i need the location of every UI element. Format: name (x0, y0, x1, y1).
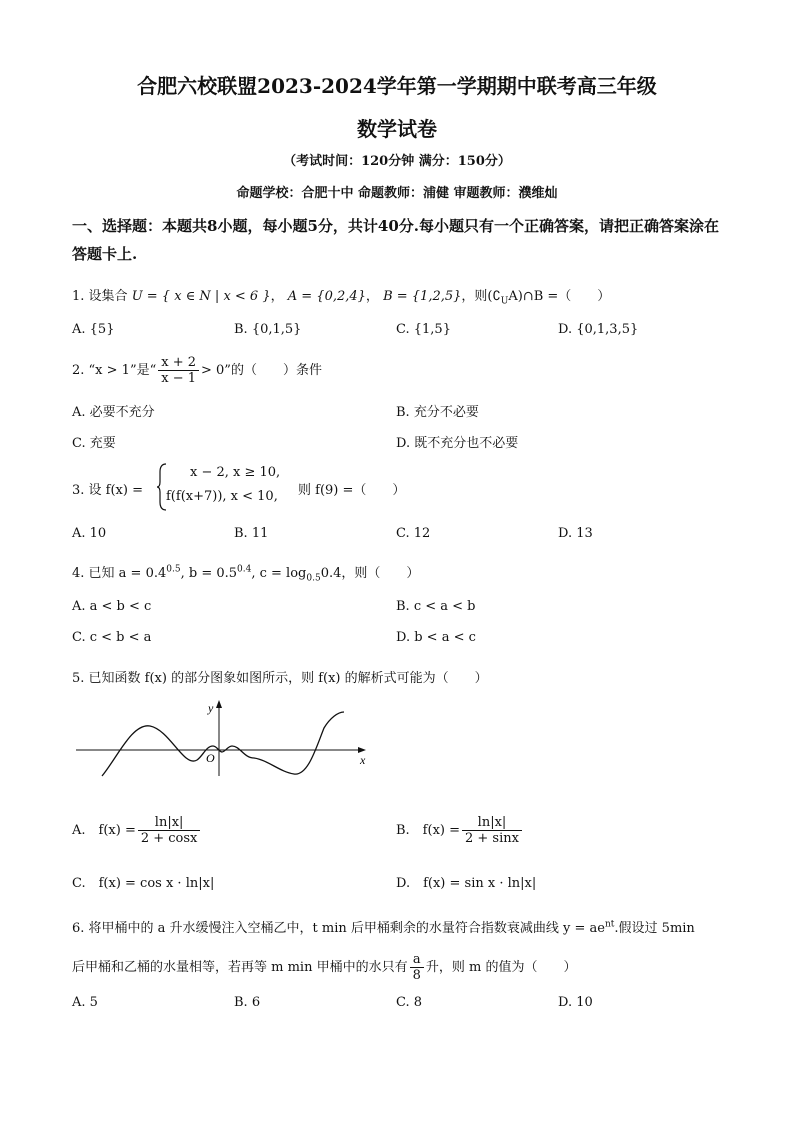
q3-option-b[interactable]: B. 11 (234, 526, 269, 541)
q5-option-a-fraction (138, 815, 201, 846)
q6-option-d[interactable]: D. 10 (558, 995, 593, 1010)
q3-brace-icon (156, 462, 168, 512)
q4-option-b[interactable]: B. c < a < b (396, 599, 476, 614)
q3-option-d[interactable]: D. 13 (558, 526, 593, 541)
q1-option-b[interactable]: B. {0,1,5} (234, 322, 302, 337)
author-info: 命题学校：合肥十中 命题教师：浦健 审题教师：濮维灿 (236, 186, 558, 201)
q6-line-1-end: .假设过 5min (614, 921, 695, 936)
q1-set-u: U = { x ∈ N | x < 6 } (131, 289, 271, 304)
q4-mid-1: , b = 0.5 (180, 566, 238, 581)
q1-suffix2: A)∩B =（ ） (508, 289, 611, 304)
q6-line-2-end: 升，则 m 的值为（ ） (425, 960, 577, 975)
exam-info: （考试时间：120分钟 满分：150分） (283, 154, 511, 169)
q5-option-d[interactable]: D. f(x) = sin x · ln|x| (396, 876, 537, 891)
section-heading: 一、选择题：本题共8小题，每小题5分，共计40分.每小题只有一个正确答案，请把正确答案涂在答题卡上. (72, 217, 719, 263)
q5-option-a-den: 2 + cosx (140, 831, 198, 846)
q6-fraction-num: a (410, 952, 424, 968)
q4-option-a[interactable]: A. a < b < c (72, 599, 152, 614)
q6-option-c[interactable]: C. 8 (396, 995, 423, 1010)
q6-fraction (410, 952, 424, 983)
q3-case-2: f(f(x+7)), x < 10, (166, 489, 278, 504)
q4-suffix: 0.4，则（ ） (320, 566, 420, 581)
q4-option-c[interactable]: C. c < b < a (72, 630, 152, 645)
q5-option-b-fraction (462, 815, 522, 846)
question-2 (72, 355, 322, 386)
q2-prefix: 2. “x > 1”是“ (72, 363, 157, 378)
q3-prefix: 3. 设 f(x) = (72, 483, 143, 498)
axis-x-label: x (360, 753, 366, 767)
q4-exp-2: 0.4 (237, 564, 252, 575)
q2-numerator: x + 2 (158, 355, 199, 371)
q4-option-d[interactable]: D. b < a < c (396, 630, 476, 645)
q1-set-a: A = {0,2,4} (287, 289, 366, 304)
q3-case-1: x − 2, x ≥ 10, (190, 465, 281, 480)
q4-mid-2: , c = log (251, 566, 307, 581)
q5-option-c[interactable]: C. f(x) = cos x · ln|x| (72, 876, 215, 891)
q2-denominator: x − 1 (161, 371, 196, 386)
q1-option-c[interactable]: C. {1,5} (396, 322, 451, 337)
q5-option-b-den: 2 + sinx (465, 831, 519, 846)
q3-option-c[interactable]: C. 12 (396, 526, 431, 541)
q2-fraction (158, 355, 199, 386)
y-axis-arrow-icon (216, 700, 222, 708)
subject-title: 数学试卷 (357, 117, 437, 141)
q1-prefix: 1. 设集合 (72, 289, 128, 304)
q3-option-a[interactable]: A. 10 (72, 526, 107, 541)
q4-prefix: 4. 已知 a = 0.4 (72, 566, 167, 581)
q6-option-b[interactable]: B. 6 (234, 995, 261, 1010)
axis-y-label: y (208, 701, 214, 715)
q4-exp-1: 0.5 (166, 564, 181, 575)
q2-option-d[interactable]: D. 既不充分也不必要 (396, 436, 519, 451)
q1-option-d[interactable]: D. {0,1,3,5} (558, 322, 639, 337)
q5-option-a-num: ln|x| (138, 815, 201, 831)
q6-option-a[interactable]: A. 5 (72, 995, 98, 1010)
q5-option-a[interactable] (72, 815, 202, 846)
function-curve (102, 712, 344, 776)
q5-option-b-num: ln|x| (462, 815, 522, 831)
q1-sub: U (500, 296, 509, 307)
q1-set-b: B = {1,2,5} (383, 289, 462, 304)
q5-option-b-prefix: B. f(x) = (396, 823, 460, 838)
q5-option-a-prefix: A. f(x) = (72, 823, 136, 838)
q5-option-b[interactable] (396, 815, 524, 846)
exam-title: 合肥六校联盟2023-2024学年第一学期期中联考高三年级 (137, 74, 657, 98)
q6-line-2-text: 后甲桶和乙桶的水量相等，若再等 m min 甲桶中的水只有 (72, 960, 408, 975)
q6-line-1-text: 6. 将甲桶中的 a 升水缓慢注入空桶乙中，t min 后甲桶剩余的水量符合指数衰减曲线 y = ae (72, 921, 605, 936)
q2-option-b[interactable]: B. 充分不必要 (396, 405, 479, 420)
q6-line-1 (72, 917, 695, 936)
q1-option-a[interactable]: A. {5} (72, 322, 115, 337)
q6-fraction-den: 8 (412, 968, 421, 983)
question-4 (72, 562, 419, 584)
q2-option-c[interactable]: C. 充要 (72, 436, 116, 451)
origin-label: O (206, 751, 215, 765)
q5-text: 5. 已知函数 f(x) 的部分图象如图所示，则 f(x) 的解析式可能为（ ） (72, 671, 488, 686)
q6-line-2 (72, 952, 576, 983)
q1-suffix: ，则(∁ (461, 289, 501, 304)
q2-option-a[interactable]: A. 必要不充分 (72, 405, 155, 420)
q3-suffix: 则 f(9) =（ ） (298, 483, 406, 498)
q6-exponent: nt (604, 919, 615, 930)
q5-function-graph (72, 698, 372, 778)
q2-suffix: > 0”的（ ）条件 (201, 363, 322, 378)
question-1: 1. 设集合 U = { x ∈ N | x < 6 }， A = {0,2,4}， B = {1,2,5}，则$(∁_UA)\cap B$ =（ ） (72, 289, 611, 307)
q4-log-base: 0.5 (306, 573, 321, 584)
